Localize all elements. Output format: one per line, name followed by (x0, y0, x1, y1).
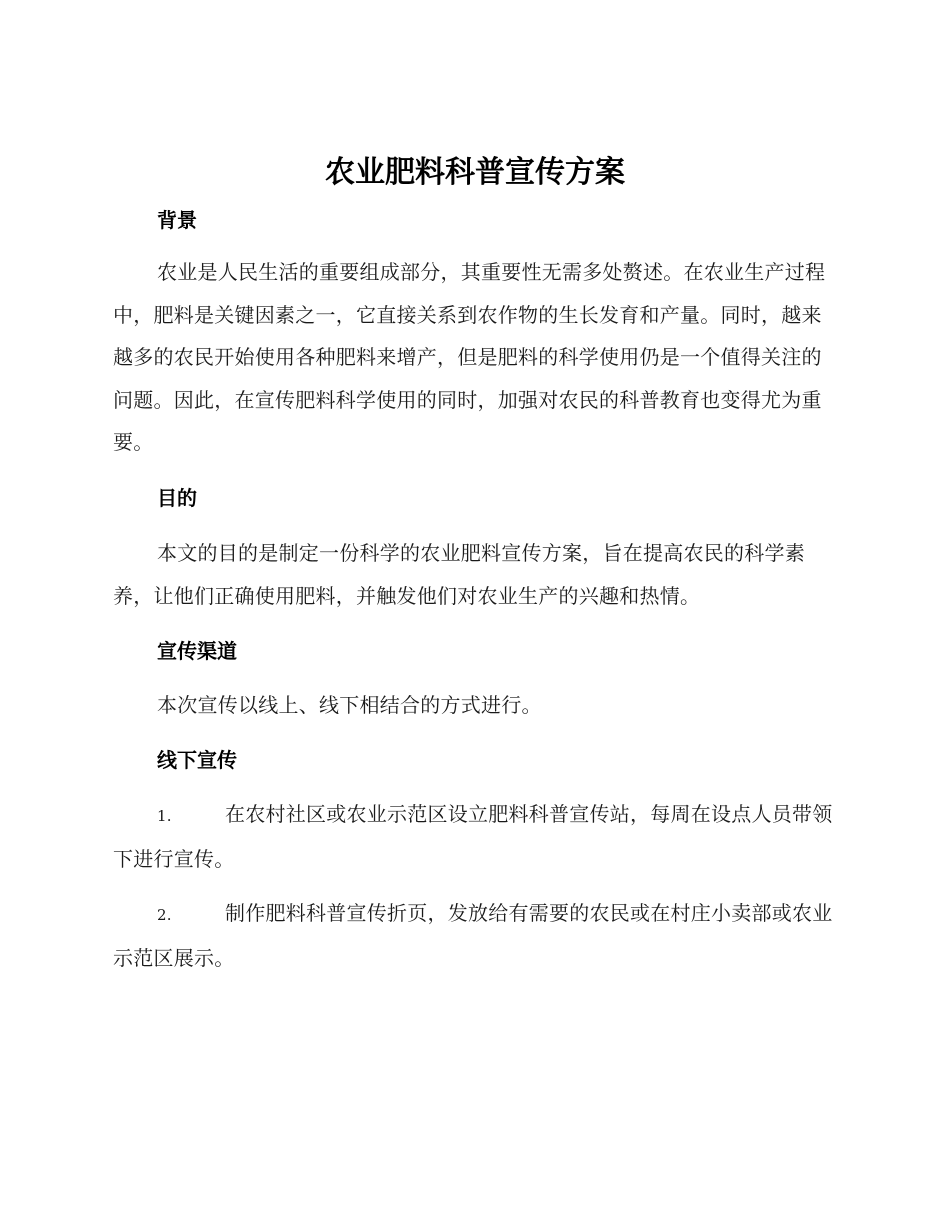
list-item (113, 793, 833, 880)
list-item-text: 制作肥料科普宣传折页，发放给有需要的农民或在村庄小卖部或农业示范区展示。 (113, 901, 833, 970)
list-item-number: 2. (157, 906, 172, 924)
section-heading-purpose: 目的 (157, 486, 197, 510)
list-item (113, 892, 833, 979)
list-item-text: 在农村社区或农业示范区设立肥料科普宣传站，每周在设点人员带领下进行宣传。 (113, 802, 833, 871)
purpose-paragraph: 本文的目的是制定一份科学的农业肥料宣传方案，旨在提高农民的科学素养，让他们正确使用肥料，并触发他们对农业生产的兴趣和热情。 (113, 541, 805, 608)
document-title: 农业肥料科普宣传方案 (325, 155, 625, 190)
list-item-number: 1. (157, 807, 172, 825)
section-heading-background: 背景 (157, 208, 197, 232)
section-heading-offline: 线下宣传 (157, 748, 237, 772)
channels-paragraph: 本次宣传以线上、线下相结合的方式进行。 (157, 693, 542, 717)
section-heading-channels: 宣传渠道 (157, 639, 237, 663)
background-paragraph: 农业是人民生活的重要组成部分，其重要性无需多处赘述。在农业生产过程中，肥料是关键因素之一，它直接关系到农作物的生长发育和产量。同时，越来越多的农民开始使用各种肥料来增产，但是肥料的科学使用仍是一个值得关注的问题。因此，在宣传肥料科学使用的同时，加强对农民的科普教育也变得尤为重要。 (113, 260, 826, 454)
